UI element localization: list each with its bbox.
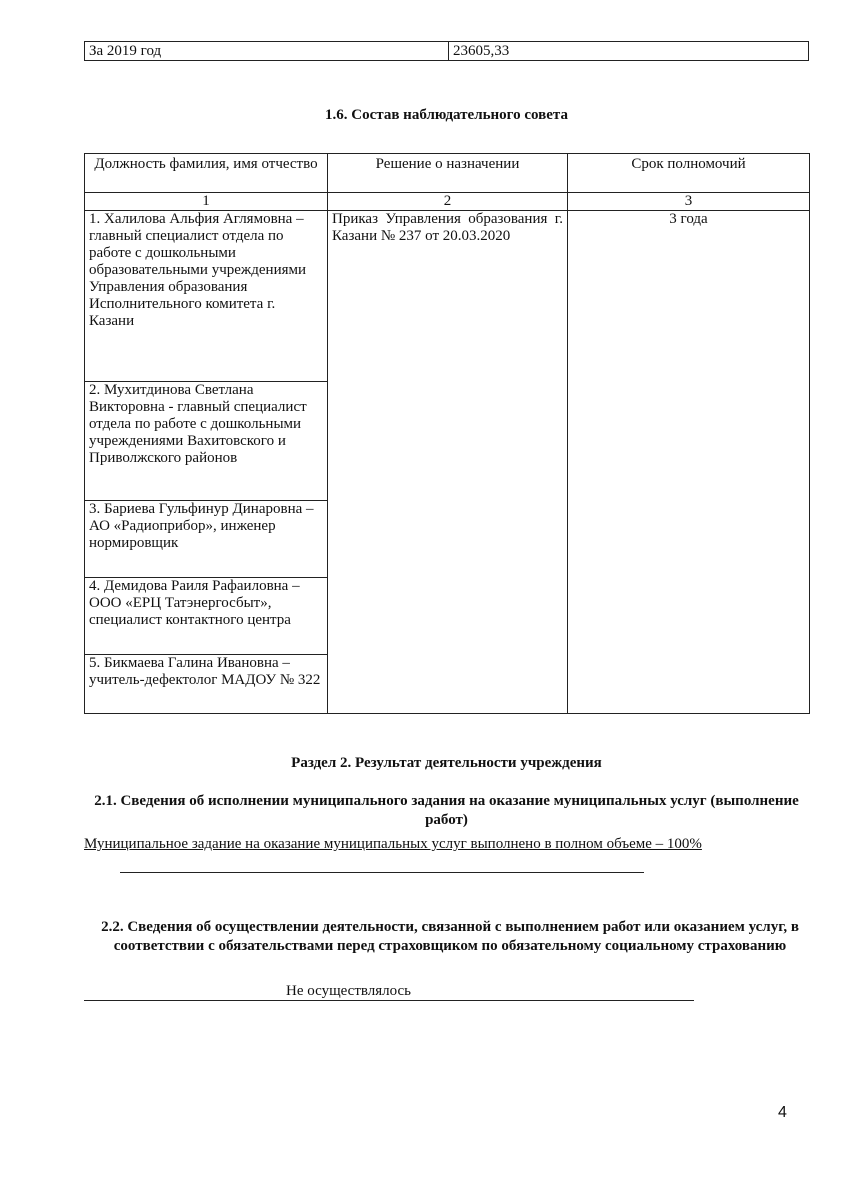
section-2-2-title: 2.2. Сведения об осуществлении деятельности, связанной с выполнением работ или оказанием услуг, в соответствии с обязательствами перед страховщиком по обязательному социальному страхованию	[101, 919, 799, 954]
annual-total-table	[84, 41, 809, 61]
appointment-decision: Приказ Управления образования г. Казани № 237 от 20.03.2020	[328, 211, 568, 714]
page-number: 4	[778, 1104, 787, 1121]
underline-divider	[120, 872, 644, 873]
column-number: 1	[85, 193, 328, 211]
column-numbers-row	[85, 193, 810, 211]
council-member: 4. Демидова Раиля Рафаиловна – ООО «ЕРЦ Татэнергосбыт», специалист контактного центра	[85, 578, 328, 655]
underline-divider	[84, 1000, 694, 1001]
period-value: 23605,33	[449, 42, 809, 61]
header-appointment-decision: Решение о назначении	[328, 154, 568, 193]
section-2-1-title: 2.1. Сведения об исполнении муниципального задания на оказание муниципальных услуг (выполнение работ)	[94, 793, 799, 828]
table-row	[85, 211, 810, 382]
period-label: За 2019 год	[85, 42, 449, 61]
header-position-name: Должность фамилия, имя отчество	[85, 154, 328, 193]
council-member: 1. Халилова Альфия Аглямовна – главный специалист отдела по работе с дошкольными образовательными учреждениями Управления образования Исполнительного комитета г. Казани	[85, 211, 328, 382]
section-2-1-text: Муниципальное задание на оказание муниципальных услуг выполнено в полном объеме – 100%	[84, 836, 702, 852]
table-row	[85, 42, 809, 61]
column-number: 3	[568, 193, 810, 211]
term-of-office: 3 года	[568, 211, 810, 714]
council-member: 2. Мухитдинова Светлана Викторовна - главный специалист отдела по работе с дошкольными учреждениями Вахитовского и Приволжского районов	[85, 382, 328, 501]
table-header-row	[85, 154, 810, 193]
section-1-6-title: 1.6. Состав наблюдательного совета	[325, 107, 568, 123]
council-member: 5. Бикмаева Галина Ивановна – учитель-дефектолог МАДОУ № 322	[85, 655, 328, 714]
header-term-of-office: Срок полномочий	[568, 154, 810, 193]
section-2-title: Раздел 2. Результат деятельности учреждения	[291, 755, 602, 771]
council-member: 3. Бариева Гульфинур Динаровна – АО «Радиоприбор», инженер нормировщик	[85, 501, 328, 578]
supervisory-council-table	[84, 153, 810, 714]
column-number: 2	[328, 193, 568, 211]
section-2-2-text: Не осуществлялось	[286, 983, 411, 999]
